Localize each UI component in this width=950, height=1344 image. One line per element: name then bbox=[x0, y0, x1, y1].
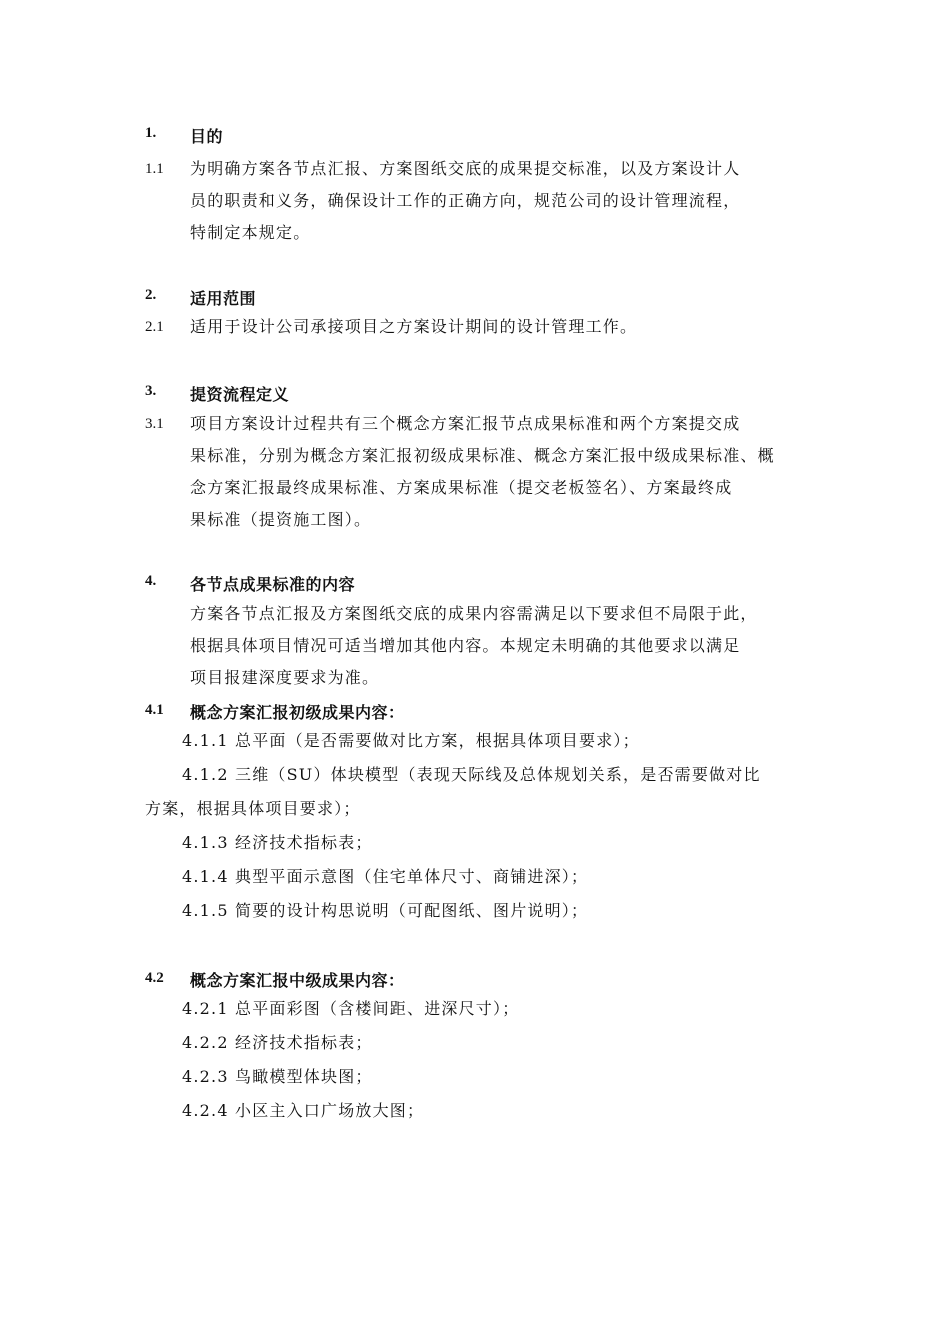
para-line: 方案各节点汇报及方案图纸交底的成果内容需满足以下要求但不局限于此， bbox=[190, 604, 758, 623]
para-line: 项目方案设计过程共有三个概念方案汇报节点成果标准和两个方案提交成 bbox=[190, 414, 741, 433]
list-item: 4.1.2 三维（SU）体块模型（表现天际线及总体规划关系，是否需要做对比 bbox=[182, 765, 761, 784]
para-line: 念方案汇报最终成果标准、方案成果标准（提交老板签名）、方案最终成 bbox=[190, 478, 733, 497]
list-item: 4.1.4 典型平面示意图（住宅单体尺寸、商铺进深）； bbox=[182, 867, 589, 886]
para-line: 员的职责和义务，确保设计工作的正确方向，规范公司的设计管理流程， bbox=[190, 191, 741, 210]
para-line: 特制定本规定。 bbox=[190, 223, 311, 242]
para-line: 果标准，分别为概念方案汇报初级成果标准、概念方案汇报中级成果标准、概 bbox=[190, 446, 775, 465]
section-4-number: 4. bbox=[145, 573, 157, 589]
subsection-4-1-items-rest bbox=[182, 826, 588, 928]
subsection-4-1-title: 概念方案汇报初级成果内容： bbox=[190, 703, 405, 722]
para-line: 果标准（提资施工图）。 bbox=[190, 510, 372, 529]
para-line: 根据具体项目情况可适当增加其他内容。本规定未明确的其他要求以满足 bbox=[190, 636, 741, 655]
para-line: 项目报建深度要求为准。 bbox=[190, 668, 380, 687]
subsection-4-2-number: 4.2 bbox=[145, 970, 164, 986]
para-2-1 bbox=[190, 311, 637, 343]
list-item: 4.2.4 小区主入口广场放大图； bbox=[182, 1101, 425, 1120]
list-item: 4.2.2 经济技术指标表； bbox=[182, 1033, 373, 1052]
list-item: 4.1.5 简要的设计构思说明（可配图纸、图片说明）； bbox=[182, 901, 589, 920]
list-item-continuation: 方案，根据具体项目要求）； bbox=[145, 799, 361, 818]
section-1-title: 目的 bbox=[190, 127, 224, 146]
section-1-number: 1. bbox=[145, 125, 157, 141]
para-2-1-number: 2.1 bbox=[145, 319, 164, 335]
list-item: 4.1.1 总平面（是否需要做对比方案，根据具体项目要求）； bbox=[182, 731, 640, 750]
section-3-title: 提资流程定义 bbox=[190, 385, 290, 404]
para-line: 为明确方案各节点汇报、方案图纸交底的成果提交标准，以及方案设计人 bbox=[190, 159, 741, 178]
para-3-1 bbox=[190, 408, 775, 536]
section-4-title: 各节点成果标准的内容 bbox=[190, 575, 356, 594]
subsection-4-2-title: 概念方案汇报中级成果内容： bbox=[190, 971, 405, 990]
section-4-intro bbox=[190, 598, 758, 694]
para-1-1-number: 1.1 bbox=[145, 161, 164, 177]
list-item: 4.2.1 总平面彩图（含楼间距、进深尺寸）； bbox=[182, 999, 520, 1018]
list-item: 4.2.3 鸟瞰模型体块图； bbox=[182, 1067, 373, 1086]
para-line: 适用于设计公司承接项目之方案设计期间的设计管理工作。 bbox=[190, 317, 638, 336]
para-1-1 bbox=[190, 153, 740, 249]
subsection-4-1-continuation bbox=[145, 792, 361, 826]
para-3-1-number: 3.1 bbox=[145, 416, 164, 432]
subsection-4-1-items bbox=[182, 724, 761, 792]
subsection-4-2-items bbox=[182, 992, 519, 1128]
subsection-4-1-number: 4.1 bbox=[145, 702, 164, 718]
section-2-number: 2. bbox=[145, 287, 157, 303]
section-3-number: 3. bbox=[145, 383, 157, 399]
list-item: 4.1.3 经济技术指标表； bbox=[182, 833, 373, 852]
section-2-title: 适用范围 bbox=[190, 289, 257, 308]
